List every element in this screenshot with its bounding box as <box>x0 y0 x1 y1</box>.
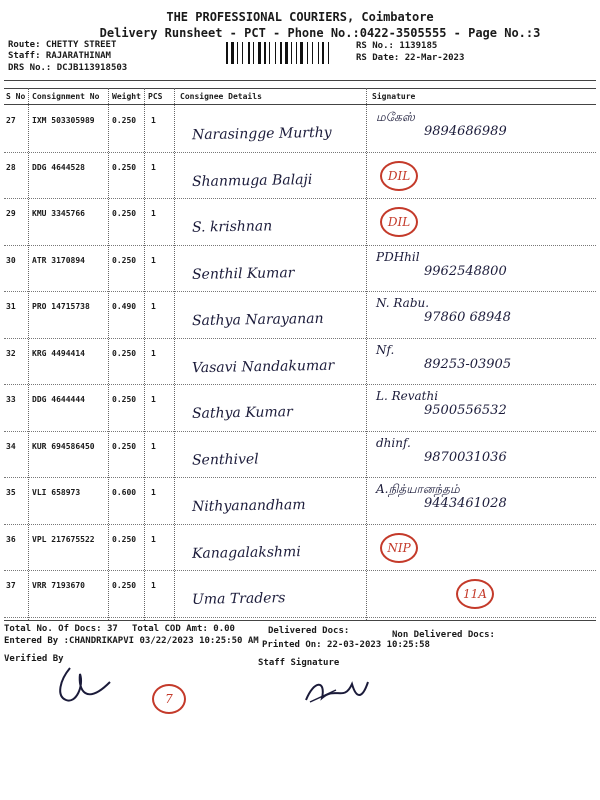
weight-value: 0.250 <box>112 581 137 590</box>
consignee-name: Shanmuga Balaji <box>191 171 313 190</box>
table-row <box>4 432 594 478</box>
recipient-signature: மகேஸ் <box>376 110 415 124</box>
header-divider <box>4 80 596 81</box>
barcode-image <box>226 42 352 64</box>
header-divider-2 <box>4 88 596 89</box>
col-pcs: PCS <box>148 92 163 101</box>
recipient-phone: 9870031036 <box>424 449 507 465</box>
total-cod: Total COD Amt: 0.00 <box>132 624 235 634</box>
barcode-bar <box>237 42 238 64</box>
staff-signature <box>296 672 376 712</box>
consignment-number: VLI 658973 <box>32 488 81 497</box>
recipient-phone: 97860 68948 <box>424 310 511 325</box>
serial-number: 31 <box>6 302 16 311</box>
weight-value: 0.250 <box>112 441 137 451</box>
serial-number: 32 <box>6 348 16 358</box>
serial-number: 35 <box>6 488 16 497</box>
recipient-signature: L. Revathi <box>376 389 439 403</box>
delivery-stamp: DIL <box>380 207 418 237</box>
barcode-bar <box>264 42 266 64</box>
barcode-bar <box>226 42 228 64</box>
consignee-name: Vasavi Nandakumar <box>191 357 335 376</box>
table-row <box>4 199 594 245</box>
delivery-stamp: DIL <box>380 161 418 191</box>
consignment-number: VRR 7193670 <box>32 581 85 590</box>
recipient-signature: A.நித்யானந்தம் <box>376 482 460 496</box>
consignment-number: ATR 3170894 <box>32 255 85 265</box>
verifier-signature <box>50 660 130 720</box>
staff-signature-label: Staff Signature <box>258 658 340 668</box>
serial-number: 36 <box>6 534 16 544</box>
pieces-count: 1 <box>151 581 156 590</box>
barcode-bar <box>312 42 313 64</box>
pieces-count: 1 <box>151 441 156 451</box>
row-divider <box>4 617 596 618</box>
barcode-bar <box>253 42 254 64</box>
serial-number: 37 <box>6 581 16 590</box>
runsheet-title: Delivery Runsheet - PCT - Phone No.:0422-3505555 - Page No.:3 <box>99 26 541 40</box>
serial-number: 29 <box>6 209 16 218</box>
barcode-bar <box>231 42 234 64</box>
pieces-count: 1 <box>151 302 156 311</box>
consignment-number: IXM 503305989 <box>32 116 95 125</box>
weight-value: 0.250 <box>112 534 137 544</box>
recipient-phone: 9962548800 <box>424 263 507 279</box>
table-bottom-divider <box>4 620 596 621</box>
pieces-count: 1 <box>151 488 156 497</box>
col-consignee: Consignee Details <box>180 92 262 101</box>
barcode-bar <box>318 42 319 64</box>
delivery-stamp: 11A <box>456 579 494 609</box>
pieces-count: 1 <box>151 116 156 125</box>
serial-number: 30 <box>6 255 16 265</box>
company-title: THE PROFESSIONAL COURIERS, Coimbatore <box>166 10 434 24</box>
barcode-bar <box>307 42 308 64</box>
table-row <box>4 385 594 431</box>
table-row <box>4 106 594 152</box>
serial-number: 34 <box>6 441 16 451</box>
rs-date: RS Date: 22-Mar-2023 <box>356 53 465 63</box>
recipient-signature: Nf. <box>376 342 395 357</box>
pieces-count: 1 <box>151 348 156 358</box>
recipient-signature: PDHhil <box>376 249 420 264</box>
non-delivered-docs: Non Delivered Docs: <box>392 630 495 640</box>
drs-number: DRS No.: DCJB113918503 <box>8 63 128 73</box>
pieces-count: 1 <box>151 209 156 218</box>
consignee-name: Uma Traders <box>191 590 286 608</box>
table-row <box>4 153 594 199</box>
consignment-number: DDG 4644528 <box>32 162 85 172</box>
consignment-number: KMU 3345766 <box>32 209 85 218</box>
delivery-stamp: NIP <box>380 533 418 563</box>
col-sno: S No <box>6 92 26 101</box>
weight-value: 0.250 <box>112 395 137 404</box>
weight-value: 0.600 <box>112 488 137 497</box>
weight-value: 0.490 <box>112 302 137 311</box>
col-weight: Weight <box>112 92 141 101</box>
consignee-name: Senthivel <box>191 450 259 469</box>
verified-mark-circle: 7 <box>152 684 186 714</box>
delivered-docs: Delivered Docs: <box>268 626 350 636</box>
barcode-bar <box>285 42 288 64</box>
barcode-bar <box>328 42 329 64</box>
serial-number: 27 <box>6 116 16 125</box>
consignment-number: DDG 4644444 <box>32 395 85 404</box>
consignee-name: Sathya Narayanan <box>191 310 324 330</box>
verified-by: Verified By <box>4 654 64 664</box>
recipient-phone: 89253-03905 <box>424 356 512 372</box>
table-row <box>4 571 594 617</box>
recipient-signature: N. Rabu. <box>376 296 430 310</box>
pieces-count: 1 <box>151 534 156 544</box>
barcode-bar <box>275 42 276 64</box>
table-row <box>4 246 594 292</box>
consignment-number: VPL 217675522 <box>32 534 95 544</box>
table-row <box>4 525 594 571</box>
barcode-bar <box>322 42 324 64</box>
consignee-name: Nithyanandham <box>191 497 306 515</box>
consignment-number: KUR 694586450 <box>32 441 95 451</box>
serial-number: 33 <box>6 395 16 404</box>
weight-value: 0.250 <box>112 255 137 265</box>
consignment-number: KRG 4494414 <box>32 348 85 358</box>
rs-number: RS No.: 1139185 <box>356 41 438 51</box>
consignee-name: Kanagalakshmi <box>191 543 301 562</box>
col-signature: Signature <box>372 92 416 101</box>
barcode-bar <box>300 42 303 64</box>
consignee-name: Senthil Kumar <box>191 264 295 283</box>
pieces-count: 1 <box>151 395 156 404</box>
consignee-name: S. krishnan <box>191 218 273 236</box>
barcode-bar <box>291 42 292 64</box>
recipient-phone: 9500556532 <box>424 403 507 418</box>
pieces-count: 1 <box>151 162 156 172</box>
barcode-bar <box>296 42 297 64</box>
barcode-bar <box>258 42 261 64</box>
table-row <box>4 339 594 385</box>
column-header-divider <box>4 104 596 105</box>
recipient-phone: 9894686989 <box>424 124 507 139</box>
weight-value: 0.250 <box>112 116 137 125</box>
entered-by: Entered By :CHANDRIKAPVI 03/22/2023 10:25:50 AM <box>4 636 259 646</box>
route-label: Route: CHETTY STREET <box>8 40 117 50</box>
barcode-bar <box>242 42 243 64</box>
consignee-name: Narasingge Murthy <box>191 124 332 144</box>
recipient-signature: dhinf. <box>376 435 411 450</box>
consignee-name: Sathya Kumar <box>191 404 293 422</box>
col-consignment: Consignment No <box>32 92 100 101</box>
total-docs: Total No. Of Docs: 37 <box>4 624 118 634</box>
staff-label: Staff: RAJARATHINAM <box>8 51 111 61</box>
printed-on: Printed On: 22-03-2023 10:25:58 <box>262 640 430 650</box>
recipient-phone: 9443461028 <box>424 496 507 511</box>
serial-number: 28 <box>6 162 16 172</box>
barcode-bar <box>269 42 270 64</box>
weight-value: 0.250 <box>112 348 137 358</box>
table-row <box>4 478 594 524</box>
weight-value: 0.250 <box>112 209 137 218</box>
table-row <box>4 292 594 338</box>
weight-value: 0.250 <box>112 162 137 172</box>
pieces-count: 1 <box>151 255 156 265</box>
consignment-number: PRO 14715738 <box>32 302 90 311</box>
barcode-bar <box>280 42 282 64</box>
barcode-bar <box>248 42 250 64</box>
